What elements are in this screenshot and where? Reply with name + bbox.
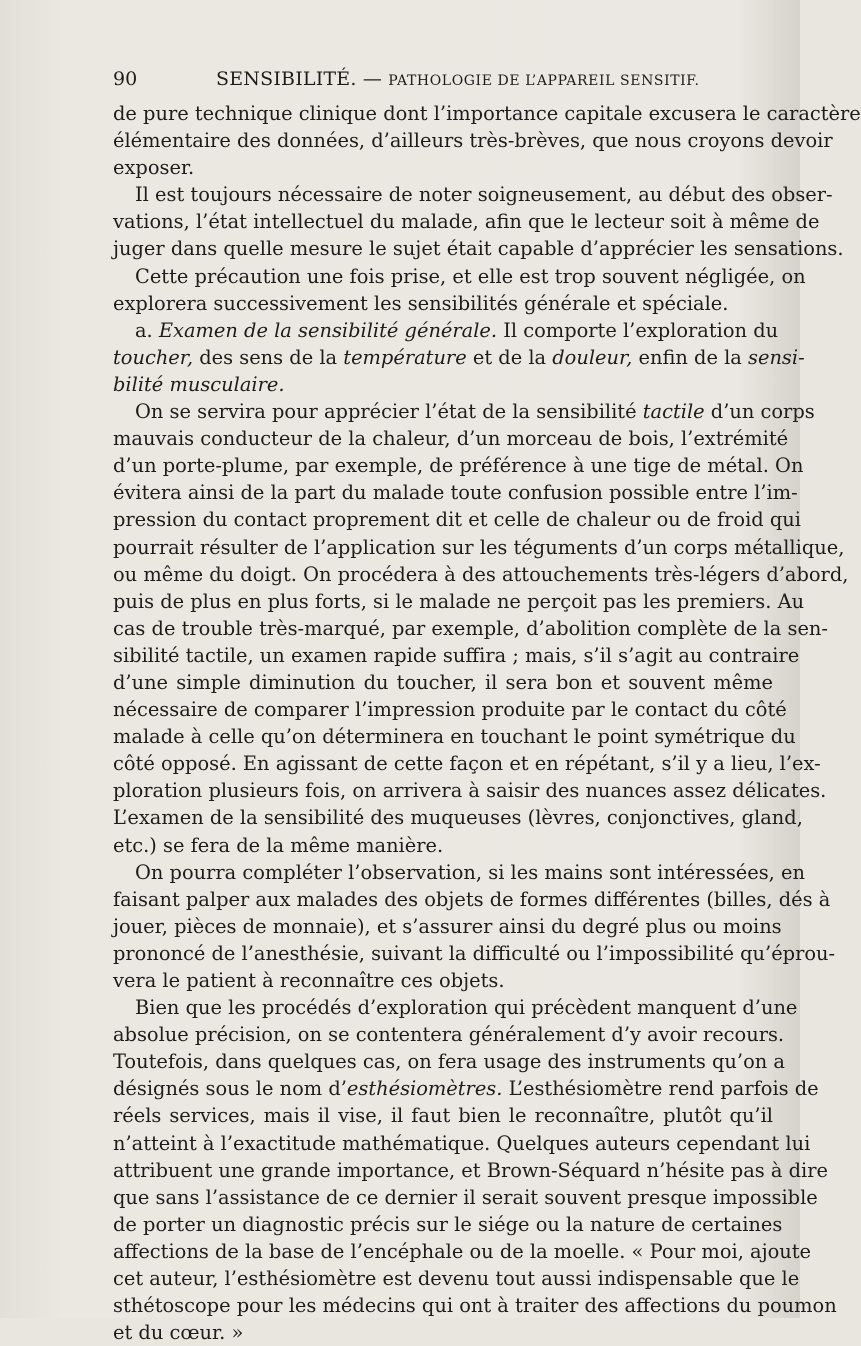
text-line: Toutefois, dans quelques cas, on fera usage des instruments qu’on a	[113, 1050, 785, 1074]
text-line: pression du contact proprement dit et celle de chaleur ou de froid qui	[113, 508, 801, 532]
paragraph	[113, 859, 836, 994]
emphasis-text: douleur,	[552, 345, 633, 369]
text-line: évitera ainsi de la part du malade toute confusion possible entre l’im-	[113, 481, 798, 505]
running-title-sub: PATHOLOGIE DE L’APPAREIL SENSITIF.	[388, 73, 700, 89]
text-line	[113, 1075, 819, 1102]
text-line: etc.) se fera de la même manière.	[113, 833, 444, 857]
text-span: enfin de la	[632, 345, 749, 369]
text-line: explorera successivement les sensibilités générale et spéciale.	[113, 291, 729, 315]
text-line: puis de plus en plus forts, si le malade ne perçoit pas les premiers. Au	[113, 589, 805, 613]
emphasis-text: bilité musculaire.	[113, 372, 285, 396]
text-line: et du cœur. »	[113, 1321, 244, 1345]
emphasis-text: toucher,	[113, 345, 194, 369]
text-line: exposer.	[113, 156, 195, 180]
text-span: Il comporte l’exploration du	[497, 318, 779, 342]
text-line: prononcé de l’anesthésie, suivant la difficulté ou l’impossibilité qu’éprou-	[113, 941, 836, 965]
text-span: des sens de la	[193, 345, 344, 369]
running-title	[216, 68, 700, 90]
emphasis-text: tactile	[642, 400, 705, 424]
text-line: réels services, mais il vise, il faut bien le reconnaître, plutôt qu’il	[113, 1104, 773, 1128]
text-span: On se servira pour apprécier l’état de la sensibilité	[135, 400, 643, 424]
text-line: L’examen de la sensibilité des muqueuses (lèvres, conjonctives, gland,	[113, 806, 803, 830]
text-line: d’une simple diminution du toucher, il sera bon et souvent même	[113, 670, 773, 694]
text-line: pourrait résulter de l’application sur les téguments d’un corps métallique,	[113, 535, 845, 559]
text-line: ou même du doigt. On procédera à des attouchements très-légers d’abord,	[113, 562, 849, 586]
paragraph	[113, 181, 844, 262]
running-title-main: SENSIBILITÉ. —	[216, 68, 383, 90]
text-line: de porter un diagnostic précis sur le siége ou la nature de certaines	[113, 1212, 783, 1236]
text-line: Cette précaution une fois prise, et elle est trop souvent négligée, on	[135, 264, 806, 288]
text-line: faisant palper aux malades des objets de formes différentes (billes, dés à	[113, 887, 831, 911]
text-line: élémentaire des données, d’ailleurs très-brèves, que nous croyons devoir	[113, 129, 833, 153]
text-line: ploration plusieurs fois, on arrivera à saisir des nuances assez délicates.	[113, 779, 827, 803]
paragraph	[113, 398, 849, 859]
text-line: Il est toujours nécessaire de noter soigneusement, au début des obser-	[135, 183, 833, 207]
text-line: côté opposé. En agissant de cette façon et en répétant, s’il y a lieu, l’ex-	[113, 752, 821, 776]
text-line: malade à celle qu’on déterminera en touchant le point symétrique du	[113, 725, 796, 749]
body-text	[113, 100, 861, 1346]
text-line	[113, 317, 779, 344]
text-line: attribuent une grande importance, et Brown-Séquard n’hésite pas à dire	[113, 1158, 828, 1182]
text-line: sthétoscope pour les médecins qui ont à traiter des affections du poumon	[113, 1294, 837, 1318]
text-span: L’esthésiomètre rend parfois de	[502, 1077, 819, 1101]
text-line: mauvais conducteur de la chaleur, d’un morceau de bois, l’extrémité	[113, 427, 789, 451]
text-line: juger dans quelle mesure le sujet était capable d’apprécier les sensations.	[113, 237, 844, 261]
text-line: n’atteint à l’exactitude mathématique. Quelques auteurs cependant lui	[113, 1131, 811, 1155]
text-line: d’un porte-plume, par exemple, de préférence à une tige de métal. On	[113, 454, 804, 478]
text-line: affections de la base de l’encéphale ou de la moelle. « Pour moi, ajoute	[113, 1239, 812, 1263]
text-line: cas de trouble très-marqué, par exemple, d’abolition complète de la sen-	[113, 616, 828, 640]
text-line: On pourra compléter l’observation, si les mains sont intéressées, en	[135, 860, 805, 884]
page-number: 90	[113, 68, 138, 90]
text-span: d’un corps	[704, 400, 815, 424]
text-span: a.	[135, 318, 159, 342]
text-line: absolue précision, on se contentera généralement d’y avoir recours.	[113, 1023, 785, 1047]
running-header	[113, 68, 773, 98]
paragraph	[113, 100, 861, 181]
emphasis-text: esthésiomètres.	[346, 1077, 503, 1101]
text-line	[113, 398, 815, 425]
text-line: jouer, pièces de monnaie), et s’assurer ainsi du degré plus ou moins	[113, 914, 782, 938]
text-span: désignés sous le nom d’	[113, 1077, 347, 1101]
text-line: que sans l’assistance de ce dernier il serait souvent presque impossible	[113, 1185, 818, 1209]
text-line: cet auteur, l’esthésiomètre est devenu tout aussi indispensable que le	[113, 1267, 800, 1291]
paragraph-general-sensibility	[113, 317, 805, 398]
text-line: vations, l’état intellectuel du malade, afin que le lecteur soit à même de	[113, 210, 820, 234]
text-span: et de la	[466, 345, 553, 369]
text-line: sibilité tactile, un examen rapide suffira ; mais, s’il s’agit au contraire	[113, 643, 800, 667]
text-line: vera le patient à reconnaître ces objets.	[113, 969, 505, 992]
paragraph	[113, 263, 806, 317]
text-line: nécessaire de comparer l’impression produite par le contact du côté	[113, 698, 787, 722]
text-line: Bien que les procédés d’exploration qui précèdent manquent d’une	[135, 996, 798, 1020]
section-heading: Examen de la sensibilité générale.	[158, 318, 498, 342]
emphasis-text: sensi-	[748, 345, 805, 369]
text-line	[113, 344, 805, 371]
text-line: de pure technique clinique dont l’importance capitale excusera le caractère	[113, 102, 861, 125]
emphasis-text: température	[343, 345, 467, 369]
paragraph	[113, 994, 837, 1346]
text-line	[113, 371, 773, 398]
